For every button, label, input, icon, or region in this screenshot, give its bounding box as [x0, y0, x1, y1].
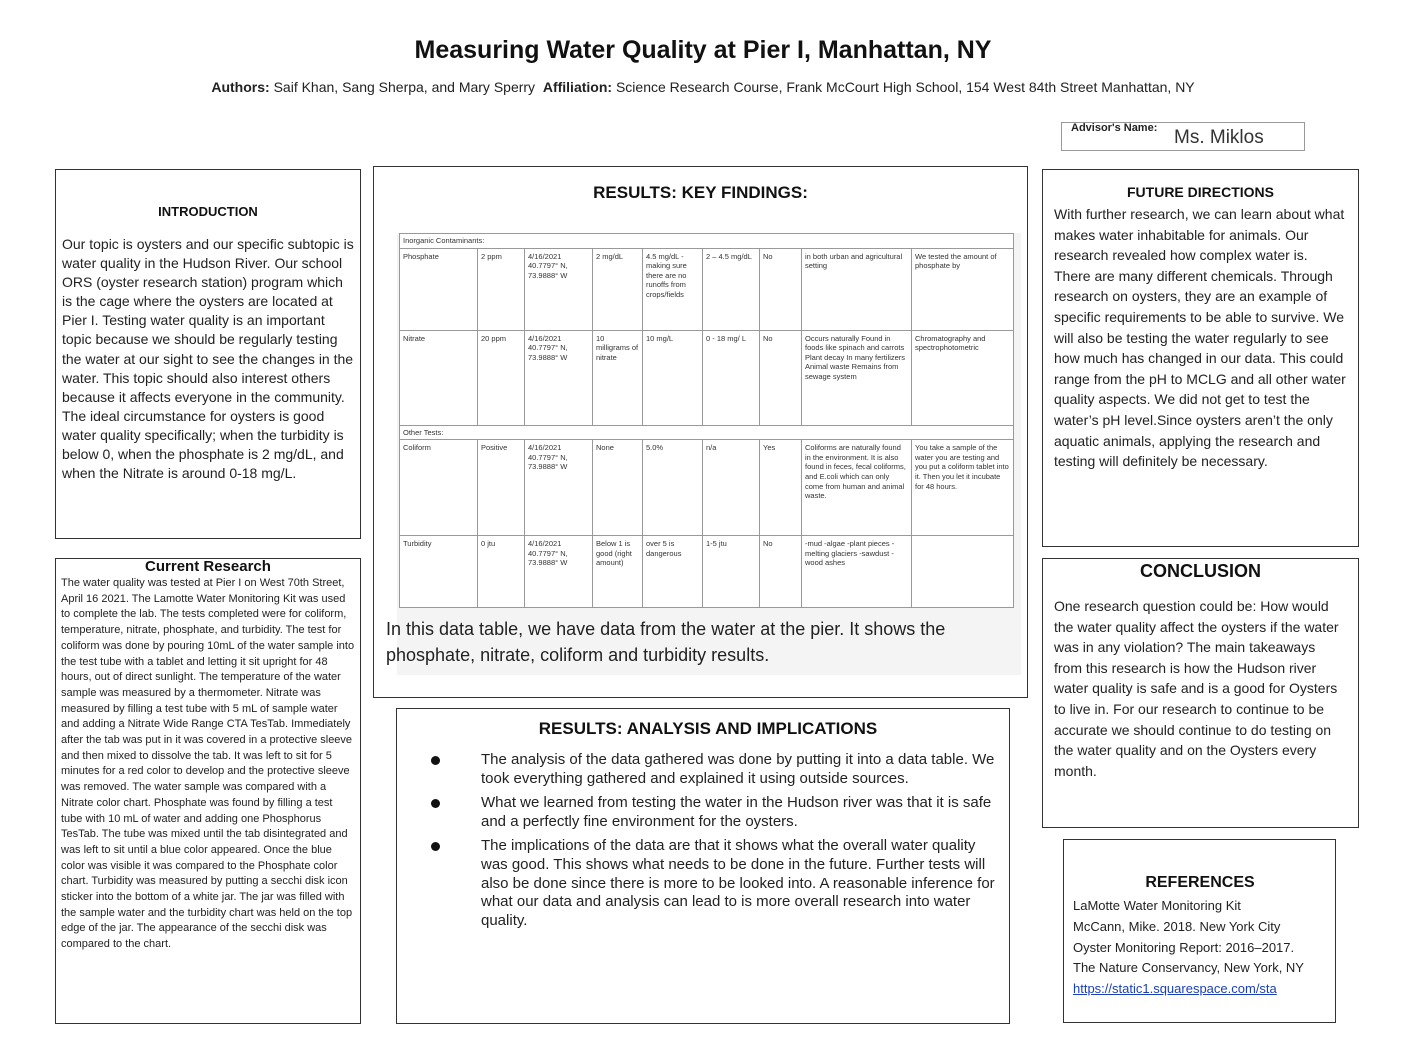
section-other: Other Tests:	[400, 425, 1014, 440]
cell-result: 0 jtu	[478, 536, 525, 608]
cell-location: 4/16/2021 40.7797° N, 73.9888° W	[525, 248, 593, 330]
cell-goal: 10 mg/L	[643, 330, 703, 425]
reference-line: McCann, Mike. 2018. New York City	[1073, 918, 1281, 934]
cell-test: Coliform	[400, 440, 478, 536]
references-panel	[1063, 839, 1336, 1023]
section-inorganic: Inorganic Contaminants:	[400, 234, 1014, 249]
cell-method	[912, 536, 1014, 608]
cell-method: We tested the amount of phosphate by	[912, 248, 1014, 330]
cell-standard: 2 mg/dL	[593, 248, 643, 330]
analysis-bullet	[421, 837, 995, 930]
analysis-bullet-text: The analysis of the data gathered was done by putting it into a data table. We took everything gathered and explained it using outside sources.	[481, 751, 995, 787]
current-research-text: The water quality was tested at Pier I on West 70th Street, April 16 2021. The Lamotte Water Monitoring Kit was used to complete the lab. The tests completed were for coliform, temperature, nitrate, phosphate, and turbidity. The test for coliform was done by pouring 10mL of the water sample into the test tube with a tablet and letting it sit upright for 48 hours, out of direct sunlight. The temperature of the water sample was measured by a thermometer. Nitrate was measured by filling a test tube with 5 mL of sample water and adding a Nitrate Wide Range CTA TesTab. Immediately after the tab was put in it was covered in a protective sleeve and then mixed to dissolve the tab. It was left to sit for 5 minutes for a red color to develop and the protective sleeve was removed. The water sample was compared with a Nitrate color chart. Phosphate was found by filling a test tube with 10 mL of water and adding one Phosphorus TesTab. The tube was mixed until the tab disintegrated and was left to sit until a blue color appeared. Once the blue color was visible it was compared to the Phosphate color chart. Turbidity was measured by putting a secchi disk icon sticker into the bottom of a white jar. The jar was filled with the sample water and the turbidity chart was held on the top edge of the jar. The appearance of the secchi disk was compared to the chart.	[61, 577, 355, 951]
results-heading: RESULTS: KEY FINDINGS:	[593, 183, 808, 202]
table-row	[400, 330, 1014, 425]
introduction-text: Our topic is oysters and our specific subtopic is water quality in the Hudson River. Our school ORS (oyster research station) program which is the cage where the oysters are located at Pier I. Testing water quality is an important topic because we should be regularly testing the water at our sight to see the changes in the water. This topic should also interest others because it affects everyone in the community. The ideal circumstance for oysters is good water quality specifically; when the turbidity is below 0, when the phosphate is 2 mg/dL, and when the Nitrate is around 0-18 mg/L.	[62, 236, 354, 482]
cell-test: Phosphate	[400, 248, 478, 330]
cell-standard: Below 1 is good (right amount)	[593, 536, 643, 608]
analysis-bullet	[421, 794, 995, 831]
cell-source: in both urban and agricultural setting	[802, 248, 912, 330]
cell-goal: 5.0%	[643, 440, 703, 536]
cell-location: 4/16/2021 40.7797° N, 73.9888° W	[525, 330, 593, 425]
reference-link[interactable]: https://static1.squarespace.com/sta	[1073, 981, 1277, 997]
advisor-label: Advisor's Name:	[1071, 122, 1158, 134]
cell-goal: 4.5 mg/dL -making sure there are no runoffs from crops/fields	[643, 248, 703, 330]
cell-standard: None	[593, 440, 643, 536]
cell-test: Turbidity	[400, 536, 478, 608]
introduction-panel	[55, 169, 361, 539]
cell-violation: No	[760, 330, 802, 425]
cell-range: n/a	[703, 440, 760, 536]
results-key-findings-panel	[373, 166, 1028, 698]
table-row	[400, 440, 1014, 536]
cell-source: Coliforms are naturally found in the environment. It is also found in feces, fecal coliforms, and E.coli which can only come from human and animal waste.	[802, 440, 912, 536]
analysis-bullet-text: The implications of the data are that it shows what the overall water quality was good. This shows what needs to be done in the future. Further tests will also be done since there is more to be looked into. A reasonable inference for what our data and analysis can lead to is more overall research into water quality.	[481, 837, 995, 929]
authors-line	[0, 79, 1406, 95]
cell-source: -mud -algae -plant pieces -melting glaciers -sawdust -wood ashes	[802, 536, 912, 608]
affiliation-text: Science Research Course, Frank McCourt High School, 154 West 84th Street Manhattan, NY	[615, 79, 1195, 95]
conclusion-text: One research question could be: How would the water quality affect the oysters if the water was in any violation? The main takeaways from this research is how the Hudson river water quality is safe and is a good for Oysters to live in. For our research to continue to be accurate we should continue to do testing on the water quality and on the Oysters every month.	[1054, 598, 1339, 779]
bullet-dot-icon	[431, 756, 440, 765]
cell-range: 0 - 18 mg/ L	[703, 330, 760, 425]
analysis-panel	[396, 708, 1010, 1024]
conclusion-panel	[1042, 558, 1359, 828]
cell-location: 4/16/2021 40.7797° N, 73.9888° W	[525, 440, 593, 536]
data-table-image	[397, 233, 1021, 675]
cell-goal: over 5 is dangerous	[643, 536, 703, 608]
table-row	[400, 536, 1014, 608]
current-research-heading: Current Research	[145, 558, 271, 575]
authors-names: Saif Khan, Sang Sherpa, and Mary Sperry	[273, 79, 536, 95]
poster-title: Measuring Water Quality at Pier I, Manhattan, NY	[414, 36, 992, 64]
cell-violation: Yes	[760, 440, 802, 536]
advisor-name: Ms. Miklos	[1174, 127, 1264, 148]
reference-line: The Nature Conservancy, New York, NY	[1073, 960, 1304, 976]
authors-label: Authors:	[211, 79, 270, 95]
data-table	[399, 233, 1014, 608]
analysis-heading: RESULTS: ANALYSIS AND IMPLICATIONS	[538, 719, 878, 738]
table-section-row	[400, 234, 1014, 249]
bullet-dot-icon	[431, 842, 440, 851]
cell-result: Positive	[478, 440, 525, 536]
future-directions-panel	[1042, 169, 1359, 547]
current-research-panel	[55, 558, 361, 1024]
cell-location: 4/16/2021 40.7797° N, 73.9888° W	[525, 536, 593, 608]
table-section-row	[400, 425, 1014, 440]
cell-standard: 10 milligrams of nitrate	[593, 330, 643, 425]
reference-line: LaMotte Water Monitoring Kit	[1073, 898, 1241, 913]
cell-method: Chromatography and spectrophotometric	[912, 330, 1014, 425]
cell-source: Occurs naturally Found in foods like spinach and carrots Plant decay In many fertilizers Animal waste Remains from sewage system	[802, 330, 912, 425]
analysis-bullet-text: What we learned from testing the water in the Hudson river was that it is safe and a perfectly fine environment for the oysters.	[481, 794, 992, 830]
analysis-bullet	[421, 751, 995, 788]
conclusion-heading: CONCLUSION	[1140, 561, 1261, 581]
cell-violation: No	[760, 536, 802, 608]
future-heading: FUTURE DIRECTIONS	[1127, 184, 1274, 200]
introduction-heading: INTRODUCTION	[158, 204, 258, 219]
cell-result: 20 ppm	[478, 330, 525, 425]
cell-range: 2 – 4.5 mg/dL	[703, 248, 760, 330]
cell-result: 2 ppm	[478, 248, 525, 330]
cell-test: Nitrate	[400, 330, 478, 425]
cell-range: 1-5 jtu	[703, 536, 760, 608]
analysis-list	[421, 751, 995, 930]
reference-line: Oyster Monitoring Report: 2016–2017.	[1073, 939, 1295, 955]
bullet-dot-icon	[431, 799, 440, 808]
future-text: With further research, we can learn about what makes water inhabitable for animals. Our research revealed how complex water is. There are many different chemicals. Through research on oysters, they are an example of specific requirements to be able to survive. We will also be testing the water regularly to see how much has changed in our data. This could range from the pH to MCLG and all other water quality aspects. We did not get to test the water’s pH level.Since oysters aren’t the only aquatic animals, applying the research and testing will definitely be necessary.	[1054, 206, 1346, 470]
table-row	[400, 248, 1014, 330]
cell-violation: No	[760, 248, 802, 330]
affiliation-label: Affiliation:	[542, 79, 613, 95]
results-caption: In this data table, we have data from the water at the pier. It shows the phosphate, nitrate, coliform and turbidity results.	[386, 619, 946, 665]
cell-method: You take a sample of the water you are testing and you put a coliform tablet into it. Then you let it incubate for 48 hours.	[912, 440, 1014, 536]
references-heading: REFERENCES	[1145, 874, 1255, 891]
advisor-field	[1061, 122, 1305, 151]
